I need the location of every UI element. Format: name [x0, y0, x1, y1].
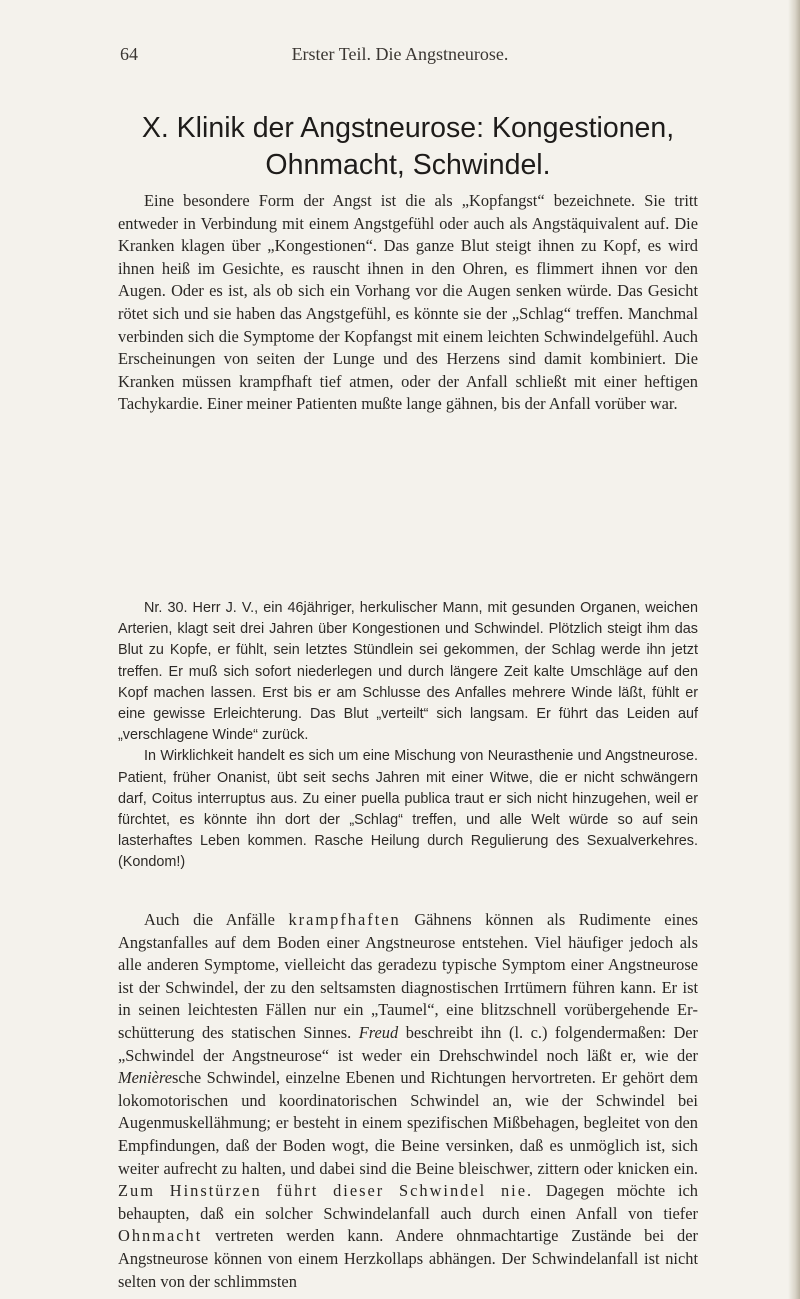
emphasis-krampfhaften: krampfhaften: [288, 910, 401, 929]
running-title: Erster Teil. Die Angstneurose.: [291, 44, 509, 64]
text-run: Dagegen möchte ich behaupten, daß ein solcher Schwindelanfall auch durch einen Anfall von tiefer: [118, 1181, 698, 1223]
chapter-heading-line-1: X. Klinik der Angstneurose: Kongestionen,: [141, 112, 675, 144]
emphasis-hinstuerzen: Zum Hinstürzen führt dieser Schwindel nie.: [118, 1181, 534, 1201]
author-freud: Freud: [358, 1022, 399, 1042]
text-run: vertreten werden kann. Andere ohnmachtartige Zustände bei der Angstneurose können von einem Herzkollaps abhängen. Der Schwindelanfall ist nicht selten von der schlimmsten: [118, 1226, 698, 1291]
text-run: sche Schwindel, einzelne Ebenen und Richtungen hervortreten. Er gehört dem lokomotorischen und koordinatorischen Schwindel an, wie der Schwindel bei Augenmuskellähmung; er besteht in einem spezifischen Mißbehagen, begleitet von den Empfindungen, daß der Boden wogt, die Beine versinken, daß es unmöglich ist, sich weiter aufrecht zu halten, und dabei sind die Beine bleischwer, zittern oder knicken ein.: [118, 1068, 698, 1178]
emphasis-ohnmacht: Ohnmacht: [118, 1226, 203, 1246]
page-edge-shadow: [788, 0, 800, 1299]
page-number: 64: [120, 44, 138, 64]
running-head: [0, 44, 800, 68]
chapter-heading: [118, 110, 698, 184]
text-run: Gähnens können als Rudimente eines Angstanfalles auf dem Boden einer Angstneurose entstehen. Viel häufiger jedoch als alle anderen Symptome, vielleicht das geradezu typische Symptom einer Angstneurose ist der Schwindel, der zu den seltsamsten diagnostischen Irrtümern führen kann. Er ist in seinen leichtesten Fällen nur ein „Taumel“, eine blitzschnell vorübergehende Erschütterung des statischen Sinnes.: [118, 910, 698, 1042]
case-report-analysis: In Wirklichkeit handelt es sich um eine Mischung von Neurasthenie und Angstneurose. Patient, früher Onanist, übt seit sechs Jahren mit einer Witwe, die er nicht schwängern darf, Coitus interruptus aus. Zu einer puella publica traut er sich nicht hinzugehen, weil er fürchtet, es könnte ihn dort der „Schlag“ treffen, und alle Welt würde so auf sein lasterhaftes Leben kommen. Rasche Heilung durch Regulierung des Sexualverkehres. (Kondom!): [118, 748, 698, 871]
author-meniere: Menière: [118, 1068, 172, 1088]
text-run: beschreibt ihn (l. c.) folgendermaßen: Der „Schwindel der Angstneurose“ ist weder ein Drehschwindel noch läßt er, wie der: [118, 1022, 699, 1065]
paragraph-schwindel: [118, 909, 698, 1293]
paragraph-text: Eine besondere Form der Angst ist die als „Kopfangst“ bezeichnete. Sie tritt entweder in Verbindung mit einem Angstgefühl oder auch als Angstäquivalent auf. Die Kranken klagen über „Kongestionen“. Das ganze Blut steigt ihnen zu Kopf, es wird ihnen heiß im Gesichte, es rauscht ihnen in den Ohren, es flimmert ihnen vor den Augen. Oder es ist, als ob sich ein Vorhang vor die Augen senken würde. Das Gesicht rötet sich und sie haben das Angstgefühl, es könnte sie der „Schlag“ treffen. Manchmal verbinden sich die Symptome der Kopfangst mit einem leichten Schwindelgefühl. Auch Erscheinungen von seiten der Lunge und des Herzens sind damit kombiniert. Die Kranken müssen krampfhaft tief atmen, oder der Anfall schließt mit einer heftigen Tachykardie. Einer meiner Patienten mußte lange gähnen, bis der Anfall vorüber war.: [118, 191, 698, 414]
chapter-heading-line-2: Ohnmacht, Schwindel.: [265, 149, 551, 181]
paragraph-text: [118, 909, 698, 1293]
paragraph-kopfangst: [118, 190, 698, 416]
case-report-30: [118, 598, 698, 874]
text-run: Auch die Anfälle: [144, 910, 275, 929]
case-report-text: Nr. 30. Herr J. V., ein 46jähriger, herkulischer Mann, mit gesunden Organen, weichen Arterien, klagt seit drei Jahren über Kongestionen und Schwindel. Plötzlich steigt ihm das Blut zu Kopfe, er fühlt, sein letztes Stündlein sei gekommen, der Schlag werde ihn jetzt treffen. Er muß sich sofort niederlegen und durch längere Zeit kalte Umschläge auf den Kopf machen lassen. Erst bis er am Schlusse des Anfalles mehrere Winde läßt, fühlt er eine gewisse Erleichterung. Das Blut „verteilt“ sich langsam. Er führt das Leiden auf „verschlagene Winde“ zurück.: [118, 600, 698, 744]
